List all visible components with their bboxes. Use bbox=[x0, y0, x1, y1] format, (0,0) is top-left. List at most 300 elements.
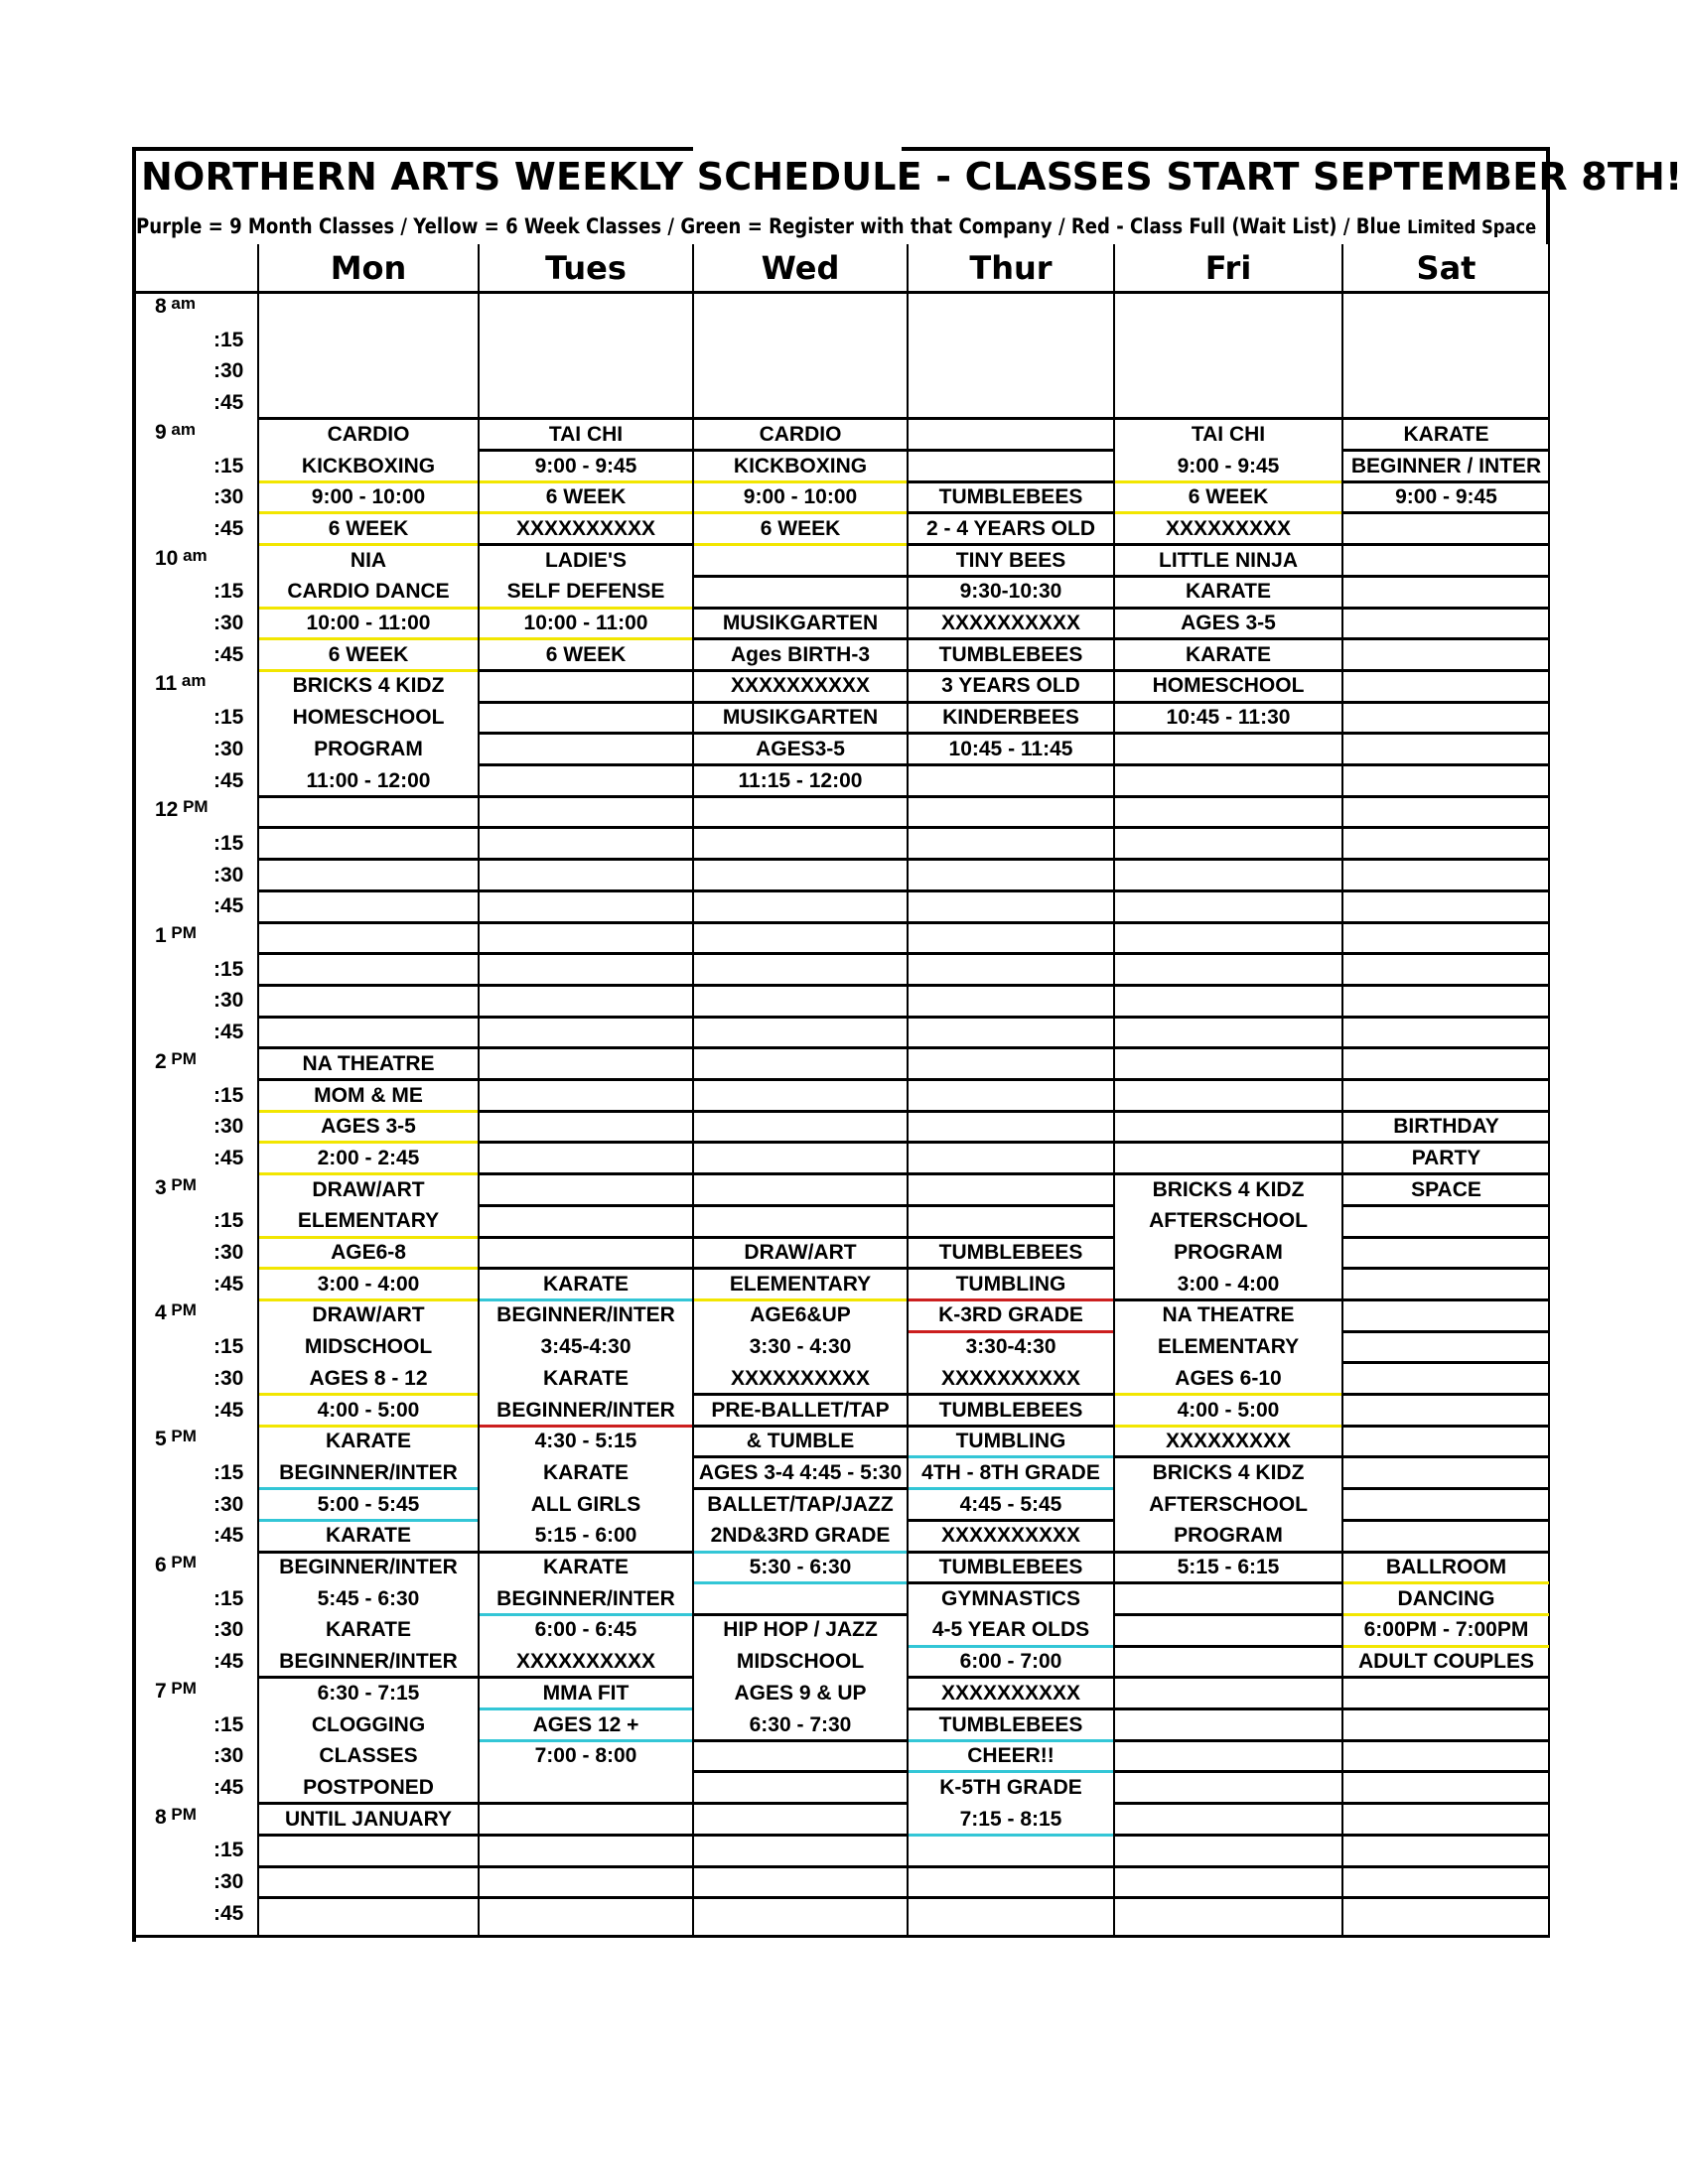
schedule-cell-sat: BALLROOM bbox=[1385, 1556, 1507, 1578]
day-header-thur: Thur bbox=[969, 249, 1053, 287]
schedule-cell-wed: MUSIKGARTEN bbox=[722, 612, 879, 634]
row-rule bbox=[909, 795, 1113, 798]
row-rule bbox=[480, 701, 692, 704]
hour-suffix: am bbox=[177, 671, 207, 691]
schedule-cell-wed: Ages BIRTH-3 bbox=[730, 642, 871, 666]
schedule-cell-tues: LADIE'S bbox=[544, 548, 627, 572]
row-rule bbox=[909, 952, 1113, 955]
schedule-cell-sat: DANCING bbox=[1397, 1586, 1495, 1610]
schedule-cell-thur: K-3RD GRADE bbox=[938, 1303, 1083, 1327]
schedule-cell-tues: 7:00 - 8:00 bbox=[534, 1744, 637, 1768]
color-legend bbox=[136, 214, 1536, 238]
schedule-cell-thur: TUMBLEBEES bbox=[938, 485, 1083, 509]
schedule-cell-wed: XXXXXXXXXX bbox=[730, 674, 871, 698]
row-rule bbox=[1115, 889, 1341, 892]
day-header-wed: Wed bbox=[761, 249, 840, 287]
row-rule bbox=[259, 1865, 478, 1868]
schedule-cell-wed: 6 WEEK bbox=[760, 516, 841, 540]
quarter-label: :30 bbox=[213, 1115, 244, 1139]
row-rule bbox=[909, 1016, 1113, 1019]
schedule-cell-tues: KARATE bbox=[543, 1366, 629, 1390]
schedule-cell-thur: TUMBLING bbox=[955, 1430, 1066, 1453]
row-rule bbox=[1343, 826, 1549, 829]
row-rule bbox=[1115, 1613, 1341, 1616]
hour-suffix: PM bbox=[166, 1804, 197, 1824]
row-rule bbox=[909, 984, 1113, 987]
hour-label bbox=[155, 1300, 197, 1325]
row-rule bbox=[480, 1141, 692, 1144]
row-rule bbox=[1343, 701, 1549, 704]
schedule-cell-tues: MMA FIT bbox=[542, 1681, 630, 1705]
row-rule bbox=[1115, 858, 1341, 861]
quarter-label: :45 bbox=[213, 1901, 244, 1925]
hour-number: 3 bbox=[155, 1175, 167, 1199]
schedule-cell-thur: 4-5 YEAR OLDS bbox=[931, 1618, 1090, 1642]
hour-label bbox=[155, 1174, 197, 1199]
schedule-cell-sat: BEGINNER / INTER bbox=[1350, 454, 1542, 478]
quarter-label: :45 bbox=[213, 1272, 244, 1296]
quarter-label: :15 bbox=[213, 1083, 244, 1107]
row-rule bbox=[480, 889, 692, 892]
hour-number: 11 bbox=[155, 672, 178, 696]
schedule-cell-mon: 11:00 - 12:00 bbox=[306, 768, 431, 792]
hour-number: 9 bbox=[155, 420, 167, 444]
top-border bbox=[902, 147, 1550, 151]
hour-number: 4 bbox=[155, 1301, 167, 1325]
schedule-cell-sat: ADULT COUPLES bbox=[1358, 1650, 1534, 1674]
schedule-cell-fri: KARATE bbox=[1186, 580, 1271, 604]
quarter-label: :15 bbox=[213, 1839, 244, 1862]
row-rule bbox=[694, 858, 907, 861]
schedule-cell-mon: NIA bbox=[350, 548, 387, 572]
row-rule bbox=[694, 826, 907, 829]
hour-label bbox=[155, 1427, 197, 1451]
quarter-label: :30 bbox=[213, 989, 244, 1013]
row-rule bbox=[694, 984, 907, 987]
hour-label bbox=[155, 671, 207, 696]
schedule-cell-mon: 5:45 - 6:30 bbox=[317, 1586, 420, 1610]
row-rule bbox=[1343, 1770, 1549, 1773]
hour-label bbox=[155, 1678, 197, 1703]
schedule-cell-fri: NA THEATRE bbox=[1162, 1303, 1295, 1327]
row-rule bbox=[909, 1896, 1113, 1899]
schedule-cell-wed: XXXXXXXXXX bbox=[730, 1366, 871, 1390]
schedule-cell-thur: TINY BEES bbox=[955, 548, 1066, 572]
quarter-label: :30 bbox=[213, 1744, 244, 1768]
schedule-cell-wed: 3:30 - 4:30 bbox=[749, 1335, 852, 1359]
row-rule bbox=[259, 921, 478, 924]
row-rule bbox=[480, 1834, 692, 1837]
row-rule bbox=[1115, 1865, 1341, 1868]
schedule-cell-thur: TUMBLEBEES bbox=[938, 1398, 1083, 1422]
row-rule bbox=[1343, 1046, 1549, 1049]
schedule-cell-tues: BEGINNER/INTER bbox=[496, 1398, 675, 1422]
quarter-label: :45 bbox=[213, 516, 244, 540]
row-rule bbox=[1115, 1110, 1341, 1113]
row-rule bbox=[694, 575, 907, 578]
row-rule bbox=[1343, 952, 1549, 955]
quarter-label: :45 bbox=[213, 391, 244, 415]
schedule-cell-wed: & TUMBLE bbox=[746, 1430, 855, 1453]
schedule-cell-thur: XXXXXXXXXX bbox=[940, 1366, 1081, 1390]
quarter-label: :45 bbox=[213, 1524, 244, 1548]
row-rule bbox=[480, 1802, 692, 1805]
schedule-cell-sat: PARTY bbox=[1411, 1146, 1481, 1169]
schedule-cell-thur: XXXXXXXXXX bbox=[940, 612, 1081, 634]
schedule-cell-fri: KARATE bbox=[1186, 642, 1271, 666]
schedule-cell-wed: AGES 3-4 4:45 - 5:30 bbox=[698, 1460, 903, 1484]
quarter-label: :45 bbox=[213, 1398, 244, 1422]
quarter-label: :15 bbox=[213, 1335, 244, 1359]
row-rule bbox=[1343, 1802, 1549, 1805]
top-border bbox=[132, 147, 693, 151]
row-rule bbox=[909, 921, 1113, 924]
row-rule bbox=[1343, 637, 1549, 640]
quarter-label: :15 bbox=[213, 1586, 244, 1610]
row-rule bbox=[694, 1865, 907, 1868]
row-rule bbox=[694, 1078, 907, 1081]
schedule-cell-mon: BEGINNER/INTER bbox=[279, 1556, 458, 1578]
schedule-cell-tues: 6:00 - 6:45 bbox=[534, 1618, 637, 1642]
schedule-cell-mon: 5:00 - 5:45 bbox=[317, 1492, 420, 1516]
hour-label bbox=[155, 545, 208, 570]
schedule-cell-mon: BEGINNER/INTER bbox=[279, 1650, 458, 1674]
schedule-cell-wed: AGE6&UP bbox=[750, 1303, 851, 1327]
schedule-cell-wed: KICKBOXING bbox=[733, 454, 868, 478]
row-rule bbox=[1115, 1676, 1341, 1679]
hour-label bbox=[155, 294, 196, 318]
row-rule bbox=[259, 889, 478, 892]
row-rule bbox=[480, 1046, 692, 1049]
hour-label bbox=[155, 923, 197, 947]
row-rule bbox=[909, 1204, 1113, 1207]
quarter-label: :30 bbox=[213, 1618, 244, 1642]
schedule-cell-tues: KARATE bbox=[543, 1272, 629, 1296]
schedule-cell-mon: 6:30 - 7:15 bbox=[317, 1681, 420, 1705]
schedule-cell-mon: DRAW/ART bbox=[312, 1303, 425, 1327]
row-rule bbox=[480, 763, 692, 766]
schedule-cell-mon: AGES 3-5 bbox=[321, 1115, 416, 1139]
schedule-cell-fri: 3:00 - 4:00 bbox=[1177, 1272, 1280, 1296]
schedule-cell-mon: 9:00 - 10:00 bbox=[311, 485, 426, 509]
schedule-cell-mon: 4:00 - 5:00 bbox=[317, 1398, 420, 1422]
schedule-cell-fri: BRICKS 4 KIDZ bbox=[1152, 1460, 1305, 1484]
legend-text: Purple = 9 Month Classes / Yellow = 6 Week Classes / Green = Register with that Company / Red - Class Full (Wait List) / Blue bbox=[136, 214, 1401, 238]
schedule-cell-mon: 6 WEEK bbox=[328, 642, 409, 666]
quarter-label: :30 bbox=[213, 485, 244, 509]
schedule-cell-tues: 9:00 - 9:45 bbox=[534, 454, 637, 478]
row-rule bbox=[259, 826, 478, 829]
schedule-cell-thur: 4TH - 8TH GRADE bbox=[921, 1460, 1100, 1484]
hour-suffix: PM bbox=[166, 1678, 197, 1698]
row-rule bbox=[1343, 543, 1549, 546]
schedule-cell-fri: PROGRAM bbox=[1174, 1241, 1283, 1264]
schedule-cell-mon: AGES 8 - 12 bbox=[309, 1366, 428, 1390]
schedule-cell-mon: 6 WEEK bbox=[328, 516, 409, 540]
row-rule bbox=[259, 1016, 478, 1019]
row-rule bbox=[1343, 1487, 1549, 1490]
schedule-cell-fri: 10:45 - 11:30 bbox=[1166, 706, 1291, 730]
row-rule bbox=[909, 417, 1113, 420]
quarter-label: :15 bbox=[213, 1460, 244, 1484]
row-rule bbox=[1343, 1016, 1549, 1019]
row-rule bbox=[1115, 1046, 1341, 1049]
row-rule bbox=[259, 984, 478, 987]
schedule-cell-mon: AGE6-8 bbox=[331, 1241, 406, 1264]
quarter-label: :30 bbox=[213, 1366, 244, 1390]
hour-number: 5 bbox=[155, 1428, 167, 1451]
schedule-cell-wed: MIDSCHOOL bbox=[736, 1650, 865, 1674]
schedule-cell-fri: PROGRAM bbox=[1174, 1524, 1283, 1548]
schedule-cell-mon: 10:00 - 11:00 bbox=[306, 612, 431, 634]
row-rule bbox=[1115, 1141, 1341, 1144]
row-rule bbox=[480, 1204, 692, 1207]
schedule-cell-mon: UNTIL JANUARY bbox=[284, 1807, 452, 1831]
schedule-cell-fri: BRICKS 4 KIDZ bbox=[1152, 1177, 1305, 1201]
row-rule bbox=[480, 1865, 692, 1868]
row-rule bbox=[694, 1110, 907, 1113]
schedule-cell-tues: 10:00 - 11:00 bbox=[523, 612, 648, 634]
day-header-sat: Sat bbox=[1416, 249, 1477, 287]
row-rule bbox=[480, 1078, 692, 1081]
bottom-border bbox=[132, 1935, 1550, 1938]
quarter-label: :15 bbox=[213, 706, 244, 730]
schedule-cell-fri: AGES 6-10 bbox=[1175, 1366, 1282, 1390]
quarter-label: :30 bbox=[213, 612, 244, 634]
hour-suffix: PM bbox=[178, 797, 209, 817]
row-rule bbox=[1115, 952, 1341, 955]
row-rule bbox=[480, 858, 692, 861]
row-rule bbox=[480, 732, 692, 735]
schedule-cell-tues: ALL GIRLS bbox=[530, 1492, 641, 1516]
hour-label bbox=[155, 1048, 197, 1073]
row-rule bbox=[1343, 858, 1549, 861]
schedule-cell-wed: ELEMENTARY bbox=[729, 1272, 872, 1296]
quarter-label: :30 bbox=[213, 863, 244, 887]
schedule-cell-thur: CHEER!! bbox=[967, 1744, 1055, 1768]
quarter-label: :45 bbox=[213, 894, 244, 918]
row-rule bbox=[480, 1016, 692, 1019]
left-border bbox=[132, 147, 136, 1942]
row-rule bbox=[1343, 669, 1549, 672]
hour-suffix: PM bbox=[166, 923, 197, 942]
row-rule bbox=[694, 1046, 907, 1049]
hour-number: 8 bbox=[155, 1805, 167, 1829]
schedule-cell-thur: TUMBLEBEES bbox=[938, 1556, 1083, 1578]
row-rule bbox=[1115, 1707, 1341, 1710]
schedule-cell-tues: TAI CHI bbox=[548, 422, 624, 446]
schedule-cell-thur: K-5TH GRADE bbox=[939, 1775, 1082, 1799]
row-rule bbox=[1343, 1236, 1549, 1239]
schedule-cell-thur: 2 - 4 YEARS OLD bbox=[926, 516, 1095, 540]
day-header-fri: Fri bbox=[1204, 249, 1252, 287]
schedule-cell-fri: XXXXXXXXX bbox=[1165, 516, 1292, 540]
schedule-cell-mon: POSTPONED bbox=[303, 1775, 434, 1799]
quarter-label: :30 bbox=[213, 737, 244, 760]
row-rule bbox=[1343, 1078, 1549, 1081]
hour-suffix: am bbox=[166, 294, 196, 313]
schedule-cell-tues: 5:15 - 6:00 bbox=[534, 1524, 637, 1548]
row-rule bbox=[1343, 1896, 1549, 1899]
day-header-tues: Tues bbox=[545, 249, 627, 287]
schedule-cell-mon: DRAW/ART bbox=[312, 1177, 425, 1201]
schedule-cell-mon: CARDIO DANCE bbox=[287, 580, 450, 604]
row-rule bbox=[1343, 921, 1549, 924]
row-rule bbox=[1343, 795, 1549, 798]
schedule-cell-mon: MIDSCHOOL bbox=[304, 1335, 433, 1359]
quarter-label: :30 bbox=[213, 1492, 244, 1516]
schedule-cell-fri: 5:15 - 6:15 bbox=[1177, 1556, 1280, 1578]
schedule-cell-wed: 5:30 - 6:30 bbox=[749, 1556, 852, 1578]
schedule-cell-fri: HOMESCHOOL bbox=[1152, 674, 1305, 698]
row-rule bbox=[909, 1078, 1113, 1081]
row-rule bbox=[1115, 826, 1341, 829]
row-rule bbox=[694, 1172, 907, 1175]
schedule-cell-tues: KARATE bbox=[543, 1460, 629, 1484]
schedule-cell-sat: 6:00PM - 7:00PM bbox=[1363, 1618, 1529, 1642]
row-rule bbox=[694, 1834, 907, 1837]
row-rule bbox=[909, 1865, 1113, 1868]
schedule-cell-thur: 6:00 - 7:00 bbox=[959, 1650, 1062, 1674]
schedule-cell-fri: 9:00 - 9:45 bbox=[1177, 454, 1280, 478]
row-rule bbox=[1343, 1298, 1549, 1301]
hour-suffix: PM bbox=[166, 1300, 197, 1320]
schedule-cell-fri: 6 WEEK bbox=[1188, 485, 1269, 509]
schedule-cell-wed: AGES 9 & UP bbox=[734, 1681, 867, 1705]
row-rule bbox=[694, 1016, 907, 1019]
schedule-cell-fri: AFTERSCHOOL bbox=[1149, 1492, 1308, 1516]
schedule-cell-mon: CLASSES bbox=[319, 1744, 418, 1768]
row-rule bbox=[259, 858, 478, 861]
schedule-cell-thur: TUMBLING bbox=[955, 1272, 1066, 1296]
schedule-cell-thur: TUMBLEBEES bbox=[938, 1712, 1083, 1736]
quarter-label: :15 bbox=[213, 1712, 244, 1736]
schedule-cell-wed: 11:15 - 12:00 bbox=[738, 768, 863, 792]
schedule-sheet bbox=[132, 147, 1683, 1938]
row-rule bbox=[480, 826, 692, 829]
row-rule bbox=[480, 1110, 692, 1113]
schedule-cell-wed: HIP HOP / JAZZ bbox=[723, 1618, 878, 1642]
schedule-cell-tues: AGES 12 + bbox=[532, 1712, 639, 1736]
hour-number: 8 bbox=[155, 295, 167, 318]
schedule-cell-thur: 7:15 - 8:15 bbox=[959, 1807, 1062, 1831]
hour-label bbox=[155, 419, 196, 444]
row-rule bbox=[694, 1896, 907, 1899]
schedule-cell-thur: 9:30-10:30 bbox=[959, 580, 1062, 604]
row-rule bbox=[480, 1236, 692, 1239]
quarter-label: :30 bbox=[213, 1241, 244, 1264]
hour-number: 1 bbox=[155, 924, 167, 947]
row-rule bbox=[1115, 763, 1341, 766]
row-rule bbox=[1115, 1834, 1341, 1837]
schedule-cell-thur: KINDERBEES bbox=[942, 706, 1079, 730]
row-rule bbox=[1115, 1802, 1341, 1805]
row-rule bbox=[1115, 921, 1341, 924]
row-rule bbox=[259, 952, 478, 955]
schedule-cell-thur: TUMBLEBEES bbox=[938, 642, 1083, 666]
legend-suffix: Limited Space bbox=[1407, 216, 1537, 238]
hour-suffix: am bbox=[178, 545, 208, 565]
hour-label bbox=[155, 1553, 197, 1576]
schedule-cell-wed: DRAW/ART bbox=[744, 1241, 857, 1264]
schedule-cell-mon: BEGINNER/INTER bbox=[279, 1460, 458, 1484]
row-rule bbox=[694, 889, 907, 892]
row-rule bbox=[1343, 1267, 1549, 1270]
row-rule bbox=[1343, 1425, 1549, 1428]
schedule-cell-wed: 2ND&3RD GRADE bbox=[710, 1524, 891, 1548]
row-rule bbox=[909, 858, 1113, 861]
hour-suffix: PM bbox=[166, 1427, 197, 1446]
row-rule bbox=[1343, 889, 1549, 892]
schedule-cell-fri: TAI CHI bbox=[1191, 422, 1266, 446]
quarter-label: :15 bbox=[213, 831, 244, 855]
schedule-cell-wed: CARDIO bbox=[759, 422, 842, 446]
schedule-cell-wed: 9:00 - 10:00 bbox=[743, 485, 858, 509]
hour-number: 12 bbox=[155, 798, 179, 822]
schedule-cell-tues: SELF DEFENSE bbox=[506, 580, 665, 604]
quarter-label: :15 bbox=[213, 957, 244, 981]
schedule-cell-tues: XXXXXXXXXX bbox=[515, 1650, 656, 1674]
row-rule bbox=[1343, 607, 1549, 610]
hour-number: 6 bbox=[155, 1554, 167, 1576]
quarter-label: :15 bbox=[213, 1209, 244, 1233]
row-rule bbox=[1343, 1834, 1549, 1837]
schedule-cell-tues: 6 WEEK bbox=[545, 642, 627, 666]
schedule-cell-fri: AGES 3-5 bbox=[1181, 612, 1276, 634]
schedule-cell-mon: PROGRAM bbox=[314, 737, 423, 760]
row-rule bbox=[909, 449, 1113, 452]
schedule-cell-wed: MUSIKGARTEN bbox=[722, 706, 879, 730]
row-rule bbox=[909, 826, 1113, 829]
row-rule bbox=[694, 921, 907, 924]
row-rule bbox=[1115, 1896, 1341, 1899]
row-rule bbox=[1115, 1645, 1341, 1648]
row-rule bbox=[909, 1172, 1113, 1175]
schedule-cell-fri: 4:00 - 5:00 bbox=[1177, 1398, 1280, 1422]
row-rule bbox=[480, 1896, 692, 1899]
row-rule bbox=[1343, 763, 1549, 766]
page-title: NORTHERN ARTS WEEKLY SCHEDULE - CLASSES START SEPTEMBER 8TH! bbox=[141, 155, 1683, 199]
schedule-cell-mon: CLOGGING bbox=[311, 1712, 426, 1736]
row-rule bbox=[694, 952, 907, 955]
row-rule bbox=[1343, 1519, 1549, 1522]
schedule-cell-thur: 3 YEARS OLD bbox=[941, 674, 1080, 698]
quarter-label: :45 bbox=[213, 1021, 244, 1044]
schedule-cell-tues: BEGINNER/INTER bbox=[496, 1586, 675, 1610]
row-rule bbox=[1343, 1739, 1549, 1742]
schedule-cell-tues: XXXXXXXXXX bbox=[515, 516, 656, 540]
schedule-cell-tues: 4:30 - 5:15 bbox=[534, 1430, 637, 1453]
schedule-cell-mon: HOMESCHOOL bbox=[292, 706, 445, 730]
schedule-cell-wed: PRE-BALLET/TAP bbox=[711, 1398, 890, 1422]
schedule-cell-mon: BRICKS 4 KIDZ bbox=[292, 674, 445, 698]
schedule-cell-tues: KARATE bbox=[543, 1556, 629, 1578]
row-rule bbox=[1343, 1393, 1549, 1396]
schedule-cell-sat: SPACE bbox=[1411, 1177, 1481, 1201]
quarter-label: :15 bbox=[213, 328, 244, 351]
schedule-cell-thur: XXXXXXXXXX bbox=[940, 1681, 1081, 1705]
quarter-label: :45 bbox=[213, 1146, 244, 1169]
row-rule bbox=[1343, 1865, 1549, 1868]
schedule-cell-sat: BIRTHDAY bbox=[1393, 1115, 1499, 1139]
row-rule bbox=[1115, 1016, 1341, 1019]
row-rule bbox=[1343, 1707, 1549, 1710]
schedule-cell-mon: MOM & ME bbox=[314, 1083, 423, 1107]
row-rule bbox=[1115, 1739, 1341, 1742]
schedule-cell-wed: BALLET/TAP/JAZZ bbox=[707, 1492, 894, 1516]
schedule-cell-thur: 10:45 - 11:45 bbox=[948, 737, 1073, 760]
schedule-cell-thur: XXXXXXXXXX bbox=[940, 1524, 1081, 1548]
